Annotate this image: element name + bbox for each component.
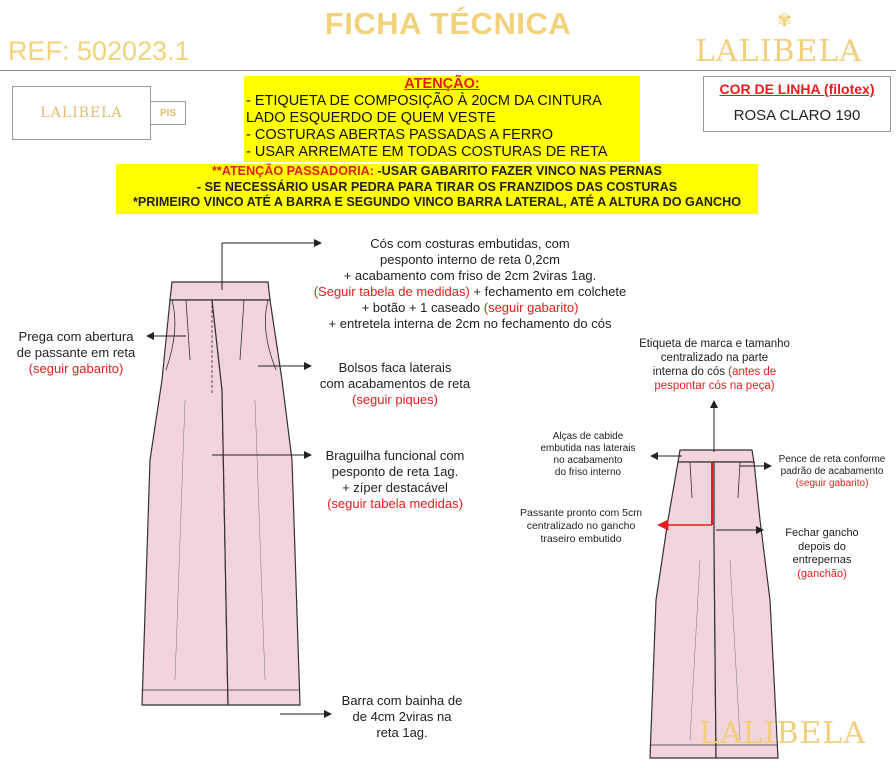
note-line: Barra com bainha de xyxy=(341,693,463,708)
note-line: centralizado no gancho xyxy=(526,520,636,532)
note-line: com acabamentos de reta xyxy=(319,376,471,391)
note-barra xyxy=(322,693,482,741)
note-line: traseiro embutido xyxy=(540,533,622,545)
note-line: do friso interno xyxy=(554,467,622,478)
note-line: padrão de acabamento xyxy=(780,466,884,477)
note-line: pesponto interno de reta 0,2cm xyxy=(380,252,560,267)
note-line: + zíper destacável xyxy=(342,480,448,495)
note-text: + botão + 1 caseado xyxy=(361,300,484,315)
note-red-text: (seguir tabela medidas) xyxy=(327,496,463,511)
ironing-heading: **ATENÇÃO PASSADORIA: xyxy=(212,164,374,178)
ironing-line: -USAR GABARITO FAZER VINCO NAS PERNAS xyxy=(373,164,662,178)
note-line: entrepernas xyxy=(792,554,852,566)
note-red-text: (ganchão) xyxy=(797,567,847,580)
note-line: de 4cm 2viras na xyxy=(352,709,452,724)
thread-color-value: ROSA CLARO 190 xyxy=(733,107,861,124)
attention-line: LADO ESQUERDO DE QUEM VESTE xyxy=(246,110,496,126)
note-braguilha xyxy=(310,448,480,512)
front-left-leg xyxy=(142,300,228,705)
note-pence xyxy=(770,454,894,490)
note-line: Cós com costuras embutidas, com xyxy=(370,236,570,251)
note-line xyxy=(300,300,640,316)
attention-line: - COSTURAS ABERTAS PASSADAS A FERRO xyxy=(246,127,553,143)
note-line: Fechar gancho xyxy=(785,527,859,539)
brand-logo-footer: LALIBELA xyxy=(699,716,866,751)
note-line: no acabamento xyxy=(553,455,623,466)
pis-tag-text: PIS xyxy=(159,107,177,119)
note-red-text: (seguir gabarito) xyxy=(28,361,124,376)
note-line: Passante pronto com 5cm xyxy=(520,507,642,519)
note-line xyxy=(300,284,640,300)
note-text: + fechamento em colchete xyxy=(469,284,627,299)
note-text: interna do cós xyxy=(652,366,729,378)
note-line: centralizado na parte xyxy=(660,352,769,364)
note-red-text: (seguir piques) xyxy=(352,392,438,407)
note-line: Prega com abertura xyxy=(18,329,134,344)
note-line: Bolsos faca laterais xyxy=(338,360,452,375)
back-right-leg xyxy=(714,462,778,758)
note-prega xyxy=(6,329,146,377)
note-line: Etiqueta de marca e tamanho xyxy=(639,338,790,350)
note-line: + entretela interna de 2cm no fechamento do cós xyxy=(328,316,612,331)
label-brand: LALIBELA xyxy=(40,105,123,121)
back-left-leg xyxy=(650,462,716,758)
page-title: FICHA TÉCNICA xyxy=(324,6,572,41)
note-alcas xyxy=(528,431,648,479)
note-line: reta 1ag. xyxy=(376,725,428,740)
note-red-text: (seguir gabarito) xyxy=(795,478,869,489)
note-bolsos xyxy=(305,360,485,408)
note-red-text: (antes de xyxy=(728,366,777,378)
note-line: Pence de reta conforme xyxy=(778,454,886,465)
note-red-text: (Seguir tabela de medidas) xyxy=(313,284,470,299)
brand-logo: LALIBELA xyxy=(695,34,862,69)
note-passante xyxy=(506,507,656,546)
back-trousers-drawing xyxy=(650,450,778,758)
attention-line: - USAR ARREMATE EM TODAS COSTURAS DE RETA xyxy=(246,144,608,160)
note-gancho xyxy=(772,527,872,581)
note-line: depois do xyxy=(798,540,846,553)
attention-heading: ATENÇÃO: xyxy=(404,76,480,92)
attention-line: - ETIQUETA DE COMPOSIÇÃO À 20CM DA CINTURA xyxy=(246,93,602,109)
thread-color-heading: COR DE LINHA (filotex) xyxy=(719,81,875,97)
front-waistband xyxy=(170,282,270,300)
ironing-line: - SE NECESSÁRIO USAR PEDRA PARA TIRAR OS FRANZIDOS DAS COSTURAS xyxy=(196,179,678,194)
note-line: embutida nas laterais xyxy=(540,443,636,454)
note-cos xyxy=(300,236,640,332)
bee-logo-icon: ✾ xyxy=(776,10,792,30)
note-red-text: pespontar cós na peça) xyxy=(654,380,775,392)
ironing-line: *PRIMEIRO VINCO ATÉ A BARRA E SEGUNDO VINCO BARRA LATERAL, ATÉ A ALTURA DO GANCHO xyxy=(133,195,741,209)
note-line: de passante em reta xyxy=(16,345,136,360)
note-line xyxy=(612,365,817,379)
front-trousers-drawing xyxy=(142,282,300,705)
note-line: + acabamento com friso de 2cm 2viras 1ag. xyxy=(343,268,597,283)
back-waistband xyxy=(678,450,754,462)
note-line: pesponto de reta 1ag. xyxy=(331,464,459,479)
note-etiqueta xyxy=(612,337,817,393)
note-line: Alças de cabide xyxy=(552,431,624,442)
note-red-text: (seguir gabarito) xyxy=(483,300,579,315)
note-line: Braguilha funcional com xyxy=(325,448,465,463)
reference-code: REF: 502023.1 xyxy=(8,36,190,66)
